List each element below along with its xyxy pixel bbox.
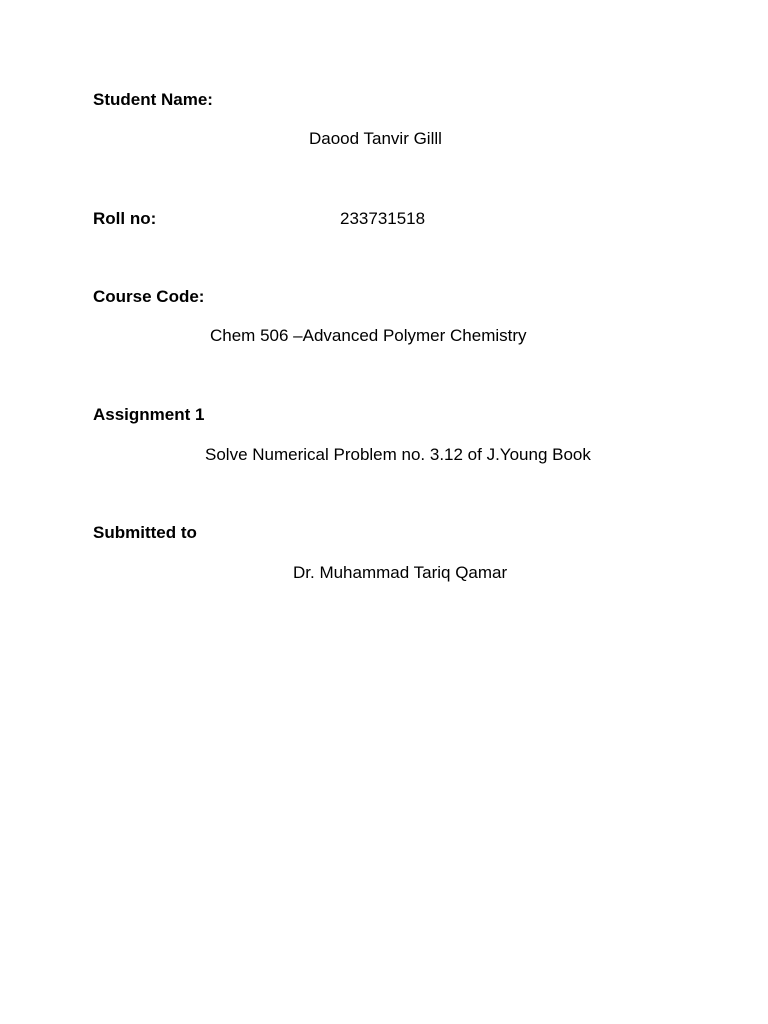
assignment-label: Assignment 1 xyxy=(93,405,205,424)
student-name-value: Daood Tanvir Gilll xyxy=(309,129,442,148)
course-code-value: Chem 506 –Advanced Polymer Chemistry xyxy=(210,326,527,345)
assignment-value: Solve Numerical Problem no. 3.12 of J.Young Book xyxy=(205,445,591,464)
student-name-label: Student Name: xyxy=(93,90,213,109)
submitted-to-label: Submitted to xyxy=(93,523,197,542)
roll-no-label: Roll no: xyxy=(93,209,157,228)
submitted-to-value: Dr. Muhammad Tariq Qamar xyxy=(293,563,508,582)
roll-no-value: 233731518 xyxy=(340,209,426,228)
course-code-label: Course Code: xyxy=(93,287,205,306)
